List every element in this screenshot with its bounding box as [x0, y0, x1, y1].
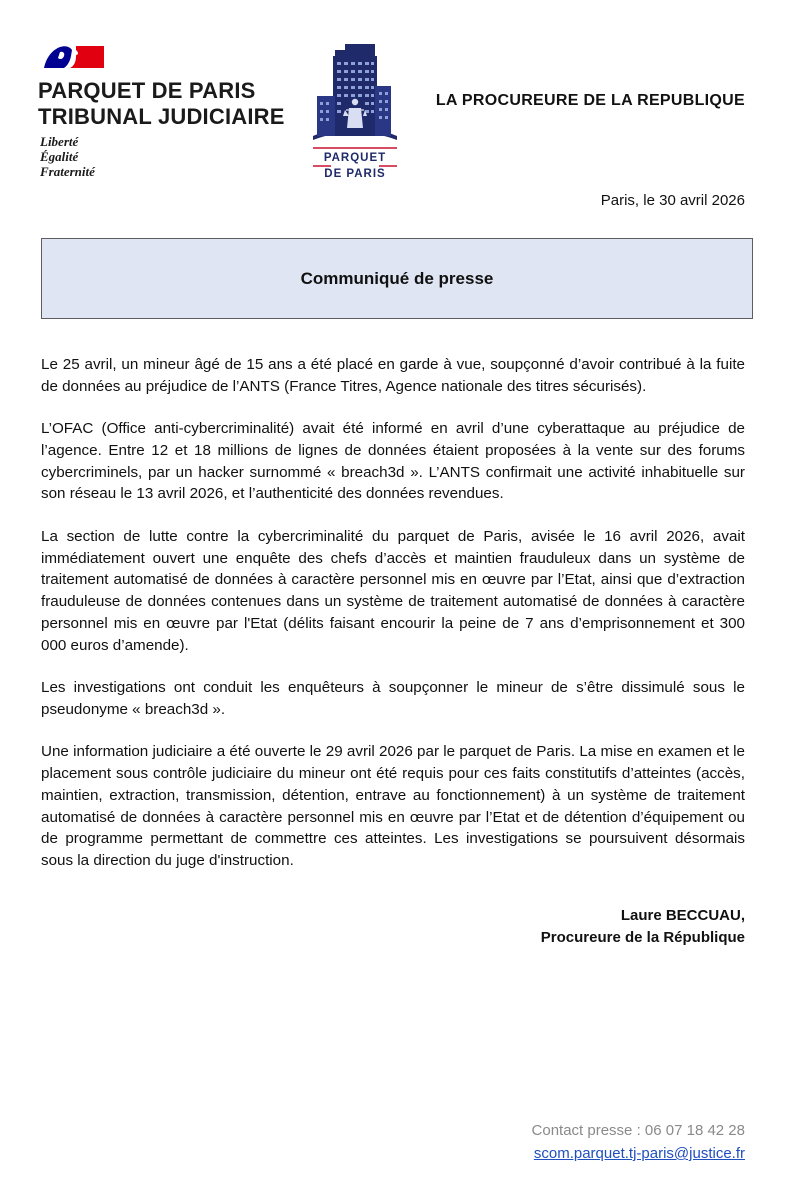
- document-body: [41, 354, 745, 892]
- paragraph: Le 25 avril, un mineur âgé de 15 ans a été placé en garde à vue, soupçonné d’avoir contribué à la fuite de données au préjudice de l’ANTS (France Titres, Agence nationale des titres sécurisés).: [41, 356, 745, 395]
- institution-court: TRIBUNAL JUDICIAIRE: [38, 104, 285, 129]
- signatory-name: Laure BECCUAU,: [620, 907, 745, 924]
- paragraph: L’OFAC (Office anti-cybercriminalité) avait été informé en avril d’une cyberattaque au préjudice de l’agence. Entre 12 et 18 millions de lignes de données étaient proposées à la vente sur des forums cybercriminels, par un hacker surnommé « breach3d ». L’ANTS confirmait une activité inhabituelle sur son réseau le 13 avril 2026, et l’authenticité des données revendues.: [41, 420, 745, 503]
- paragraph: La section de lutte contre la cybercriminalité du parquet de Paris, avisée le 16 avril 2026, avait immédiatement ouvert une enquête des chefs d’accès et maintien frauduleux dans un système de traitement automatisé de données à caractère personnel mis en œuvre par l’Etat, ainsi que d’extraction frauduleuse de données contenues dans un système de traitement automatisé de données à caractère personnel mis en œuvre par l'Etat (délits faisant encourir la peine de 7 ans d’emprisonnement et 300 000 euros d’amende).: [41, 527, 745, 654]
- paragraph: Les investigations ont conduit les enquêteurs à soupçonner le mineur de s’être dissimulé sous le pseudonyme « breach3d ».: [41, 679, 745, 718]
- document-title: Communiqué de presse: [300, 268, 494, 288]
- document-date: Paris, le 30 avril 2026: [600, 192, 745, 209]
- logo-text-parquet: PARQUET: [323, 152, 387, 164]
- contact-email-link[interactable]: scom.parquet.tj-paris@justice.fr: [533, 1145, 745, 1162]
- motto-liberte: Liberté: [40, 134, 79, 149]
- logo-text-paris: DE PARIS: [324, 168, 386, 180]
- signature-block: [541, 905, 745, 949]
- marianne-emblem-icon: [40, 44, 104, 70]
- institution-name: PARQUET DE PARIS: [38, 78, 256, 103]
- paragraph: Une information judiciaire a été ouverte le 29 avril 2026 par le parquet de Paris. La mise en examen et le placement sous contrôle judiciaire du mineur ont été requis pour ces faits constitutifs d’atteintes (accès, maintien, extraction, transmission, détention, entrave au fonctionnement) à un système de traitement automatisé de données à caractère personnel mis en œuvre par l’Etat et de détention d’équipement ou de programme permettant de commettre ces atteintes. Les investigations se poursuivent désormais sous la direction du juge d'instruction.: [41, 743, 745, 870]
- authority-title: LA PROCUREURE DE LA REPUBLIQUE: [435, 92, 745, 109]
- press-contact: [532, 1119, 745, 1165]
- motto-fraternite: Fraternité: [40, 164, 95, 179]
- republic-motto: [40, 134, 95, 179]
- title-box: [41, 238, 753, 319]
- motto-egalite: Égalité: [40, 149, 79, 164]
- parquet-tower-logo-icon: [305, 40, 405, 186]
- contact-phone: Contact presse : 06 07 18 42 28: [531, 1122, 745, 1139]
- signatory-role: Procureure de la République: [540, 929, 745, 946]
